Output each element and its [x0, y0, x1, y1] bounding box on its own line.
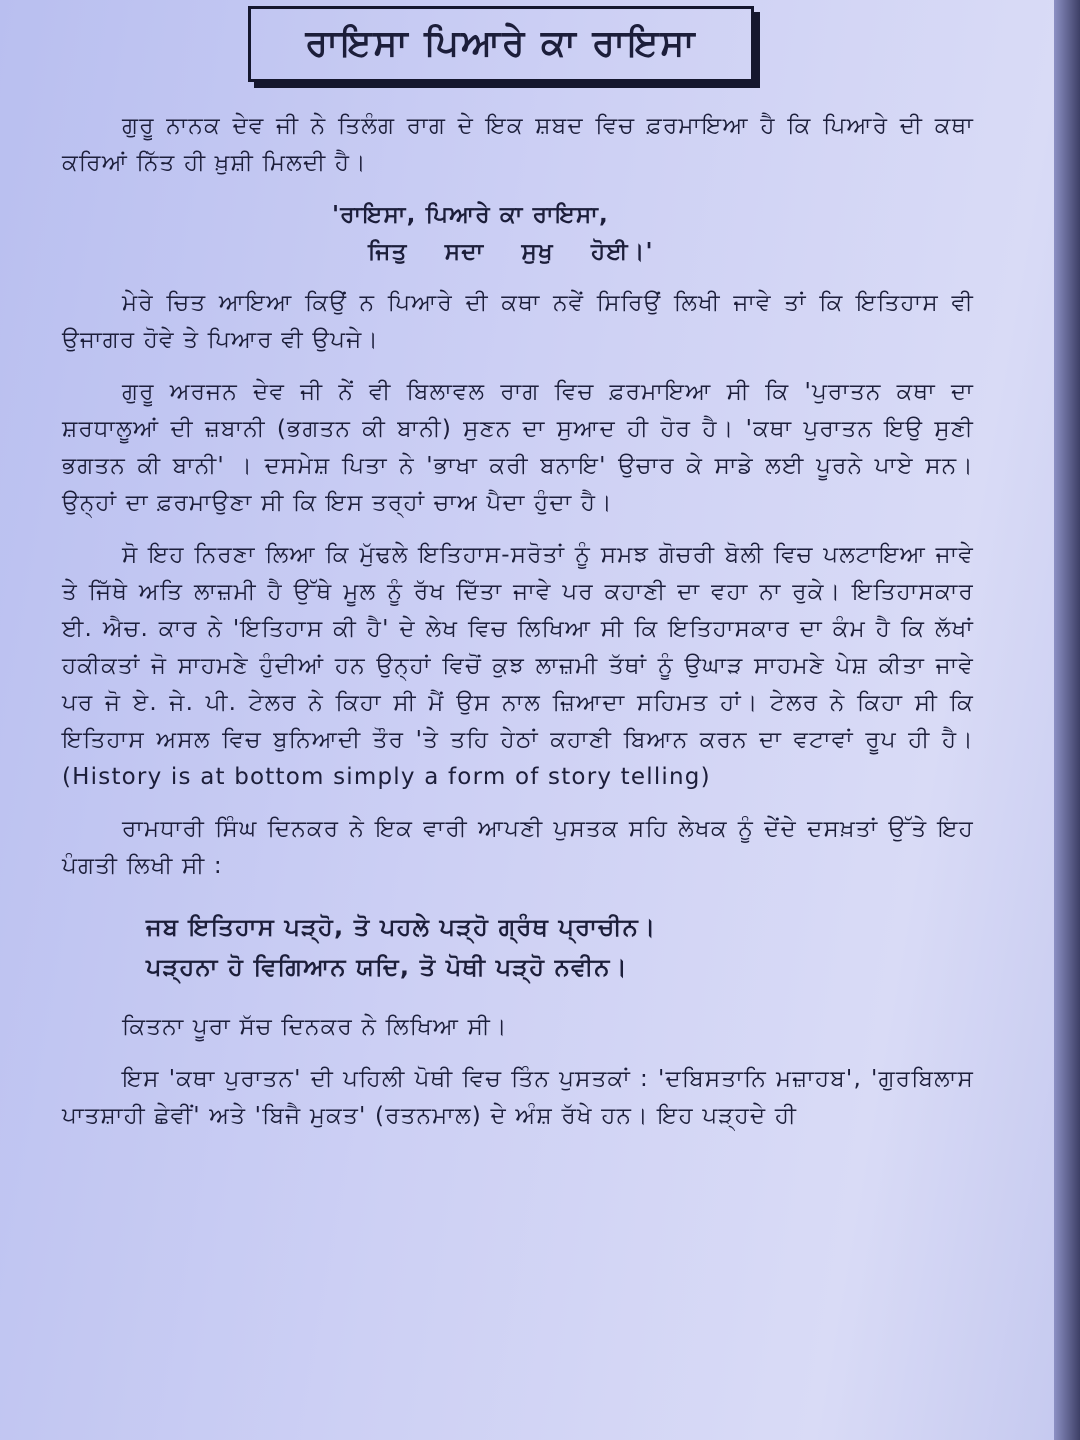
paragraph-6: ਕਿਤਨਾ ਪੂਰਾ ਸੱਚ ਦਿਨਕਰ ਨੇ ਲਿਖਿਆ ਸੀ। [122, 1014, 508, 1040]
verse-quote-1 [62, 197, 974, 271]
verse-1-line-1: 'ਰਾਇਸਾ, ਪਿਆਰੇ ਕਾ ਰਾਇਸਾ, [332, 202, 609, 228]
chapter-title-text: ਰਾਇਸਾ ਪਿਆਰੇ ਕਾ ਰਾਇਸਾ [305, 23, 697, 64]
verse-quote-2 [62, 907, 974, 987]
verse-2-line-1: ਜਬ ਇਤਿਹਾਸ ਪੜ੍ਹੋ, ਤੋ ਪਹਲੇ ਪੜ੍ਹੋ ਗ੍ਰੰਥ ਪ੍ਰਾਚੀਨ। [146, 913, 657, 941]
paragraph-2: ਮੇਰੇ ਚਿਤ ਆਇਆ ਕਿਉਂ ਨ ਪਿਆਰੇ ਦੀ ਕਥਾ ਨਵੇਂ ਸਿਰਿਉਂ ਲਿਖੀ ਜਾਵੇ ਤਾਂ ਕਿ ਇਤਿਹਾਸ ਵੀ ਉਜਾਗਰ ਹੋਵੇ ਤੇ ਪਿਆਰ ਵੀ ਉਪਜੇ। [62, 290, 974, 353]
page-edge-shadow [1054, 0, 1080, 1440]
verse-2-line-2: ਪੜ੍ਹਨਾ ਹੋ ਵਿਗਿਆਨ ਯਦਿ, ਤੋ ਪੋਥੀ ਪੜ੍ਹੋ ਨਵੀਨ। [146, 953, 629, 981]
verse-1-line-2: ਜਿਤੁ ਸਦਾ ਸੁਖੁ ਹੋਈ।' [368, 239, 654, 265]
page-body [62, 108, 974, 1150]
paragraph-3: ਗੁਰੂ ਅਰਜਨ ਦੇਵ ਜੀ ਨੇਂ ਵੀ ਬਿਲਾਵਲ ਰਾਗ ਵਿਚ ਫ਼ਰਮਾਇਆ ਸੀ ਕਿ 'ਪੁਰਾਤਨ ਕਥਾ ਦਾ ਸ਼ਰਧਾਲੂਆਂ ਦੀ ਜ਼ਬਾਨੀ (ਭਗਤਨ ਕੀ ਬਾਨੀ) ਸੁਣਨ ਦਾ ਸੁਆਦ ਹੀ ਹੋਰ ਹੈ। 'ਕਥਾ ਪੁਰਾਤਨ ਇਉ ਸੁਣੀ ਭਗਤਨ ਕੀ ਬਾਨੀ' । ਦਸਮੇਸ਼ ਪਿਤਾ ਨੇ 'ਭਾਖਾ ਕਰੀ ਬਨਾਇ' ਉਚਾਰ ਕੇ ਸਾਡੇ ਲਈ ਪੂਰਨੇ ਪਾਏ ਸਨ। ਉਨ੍ਹਾਂ ਦਾ ਫ਼ਰਮਾਉਣਾ ਸੀ ਕਿ ਇਸ ਤਰ੍ਹਾਂ ਚਾਅ ਪੈਦਾ ਹੁੰਦਾ ਹੈ। [62, 379, 974, 516]
chapter-title [248, 6, 754, 82]
paragraph-1: ਗੁਰੂ ਨਾਨਕ ਦੇਵ ਜੀ ਨੇ ਤਿਲੰਗ ਰਾਗ ਦੇ ਇਕ ਸ਼ਬਦ ਵਿਚ ਫ਼ਰਮਾਇਆ ਹੈ ਕਿ ਪਿਆਰੇ ਦੀ ਕਥਾ ਕਰਿਆਂ ਨਿੱਤ ਹੀ ਖ਼ੁਸ਼ੀ ਮਿਲਦੀ ਹੈ। [62, 113, 974, 176]
paragraph-4: ਸੋ ਇਹ ਨਿਰਣਾ ਲਿਆ ਕਿ ਮੁੱਢਲੇ ਇਤਿਹਾਸ-ਸਰੋਤਾਂ ਨੂੰ ਸਮਝ ਗੋਚਰੀ ਬੋਲੀ ਵਿਚ ਪਲਟਾਇਆ ਜਾਵੇ ਤੇ ਜਿੱਥੇ ਅਤਿ ਲਾਜ਼ਮੀ ਹੈ ਉੱਥੇ ਮੂਲ ਨੂੰ ਰੱਖ ਦਿੱਤਾ ਜਾਵੇ ਪਰ ਕਹਾਣੀ ਦਾ ਵਹਾ ਨਾ ਰੁਕੇ। ਇਤਿਹਾਸਕਾਰ ਈ. ਐਚ. ਕਾਰ ਨੇ 'ਇਤਿਹਾਸ ਕੀ ਹੈ' ਦੇ ਲੇਖ ਵਿਚ ਲਿਖਿਆ ਸੀ ਕਿ ਇਤਿਹਾਸਕਾਰ ਦਾ ਕੰਮ ਹੈ ਕਿ ਲੱਖਾਂ ਹਕੀਕਤਾਂ ਜੋ ਸਾਹਮਣੇ ਹੁੰਦੀਆਂ ਹਨ ਉਨ੍ਹਾਂ ਵਿਚੋਂ ਕੁਝ ਲਾਜ਼ਮੀ ਤੱਥਾਂ ਨੂੰ ਉਘਾੜ ਸਾਹਮਣੇ ਪੇਸ਼ ਕੀਤਾ ਜਾਵੇ ਪਰ ਜੋ ਏ. ਜੇ. ਪੀ. ਟੇਲਰ ਨੇ ਕਿਹਾ ਸੀ ਮੈਂ ਉਸ ਨਾਲ ਜ਼ਿਆਦਾ ਸਹਿਮਤ ਹਾਂ। ਟੇਲਰ ਨੇ ਕਿਹਾ ਸੀ ਕਿ ਇਤਿਹਾਸ ਅਸਲ ਵਿਚ ਬੁਨਿਆਦੀ ਤੌਰ 'ਤੇ ਤਹਿ ਹੇਠਾਂ ਕਹਾਣੀ ਬਿਆਨ ਕਰਨ ਦਾ ਵਟਾਵਾਂ ਰੂਪ ਹੀ ਹੈ। (History is at bottom simply a form of story telling) [62, 542, 974, 790]
paragraph-7: ਇਸ 'ਕਥਾ ਪੁਰਾਤਨ' ਦੀ ਪਹਿਲੀ ਪੋਥੀ ਵਿਚ ਤਿੰਨ ਪੁਸਤਕਾਂ : 'ਦਬਿਸਤਾਨਿ ਮਜ਼ਾਹਬ', 'ਗੁਰਬਿਲਾਸ ਪਾਤਸ਼ਾਹੀ ਛੇਵੀਂ' ਅਤੇ 'ਬਿਜੈ ਮੁਕਤ' (ਰਤਨਮਾਲ) ਦੇ ਅੰਸ਼ ਰੱਖੇ ਹਨ। ਇਹ ਪੜ੍ਹਦੇ ਹੀ [62, 1066, 974, 1129]
paragraph-5: ਰਾਮਧਾਰੀ ਸਿੰਘ ਦਿਨਕਰ ਨੇ ਇਕ ਵਾਰੀ ਆਪਣੀ ਪੁਸਤਕ ਸਹਿ ਲੇਖਕ ਨੂੰ ਦੇਂਦੇ ਦਸਖ਼ਤਾਂ ਉੱਤੇ ਇਹ ਪੰਗਤੀ ਲਿਖੀ ਸੀ : [62, 816, 974, 879]
